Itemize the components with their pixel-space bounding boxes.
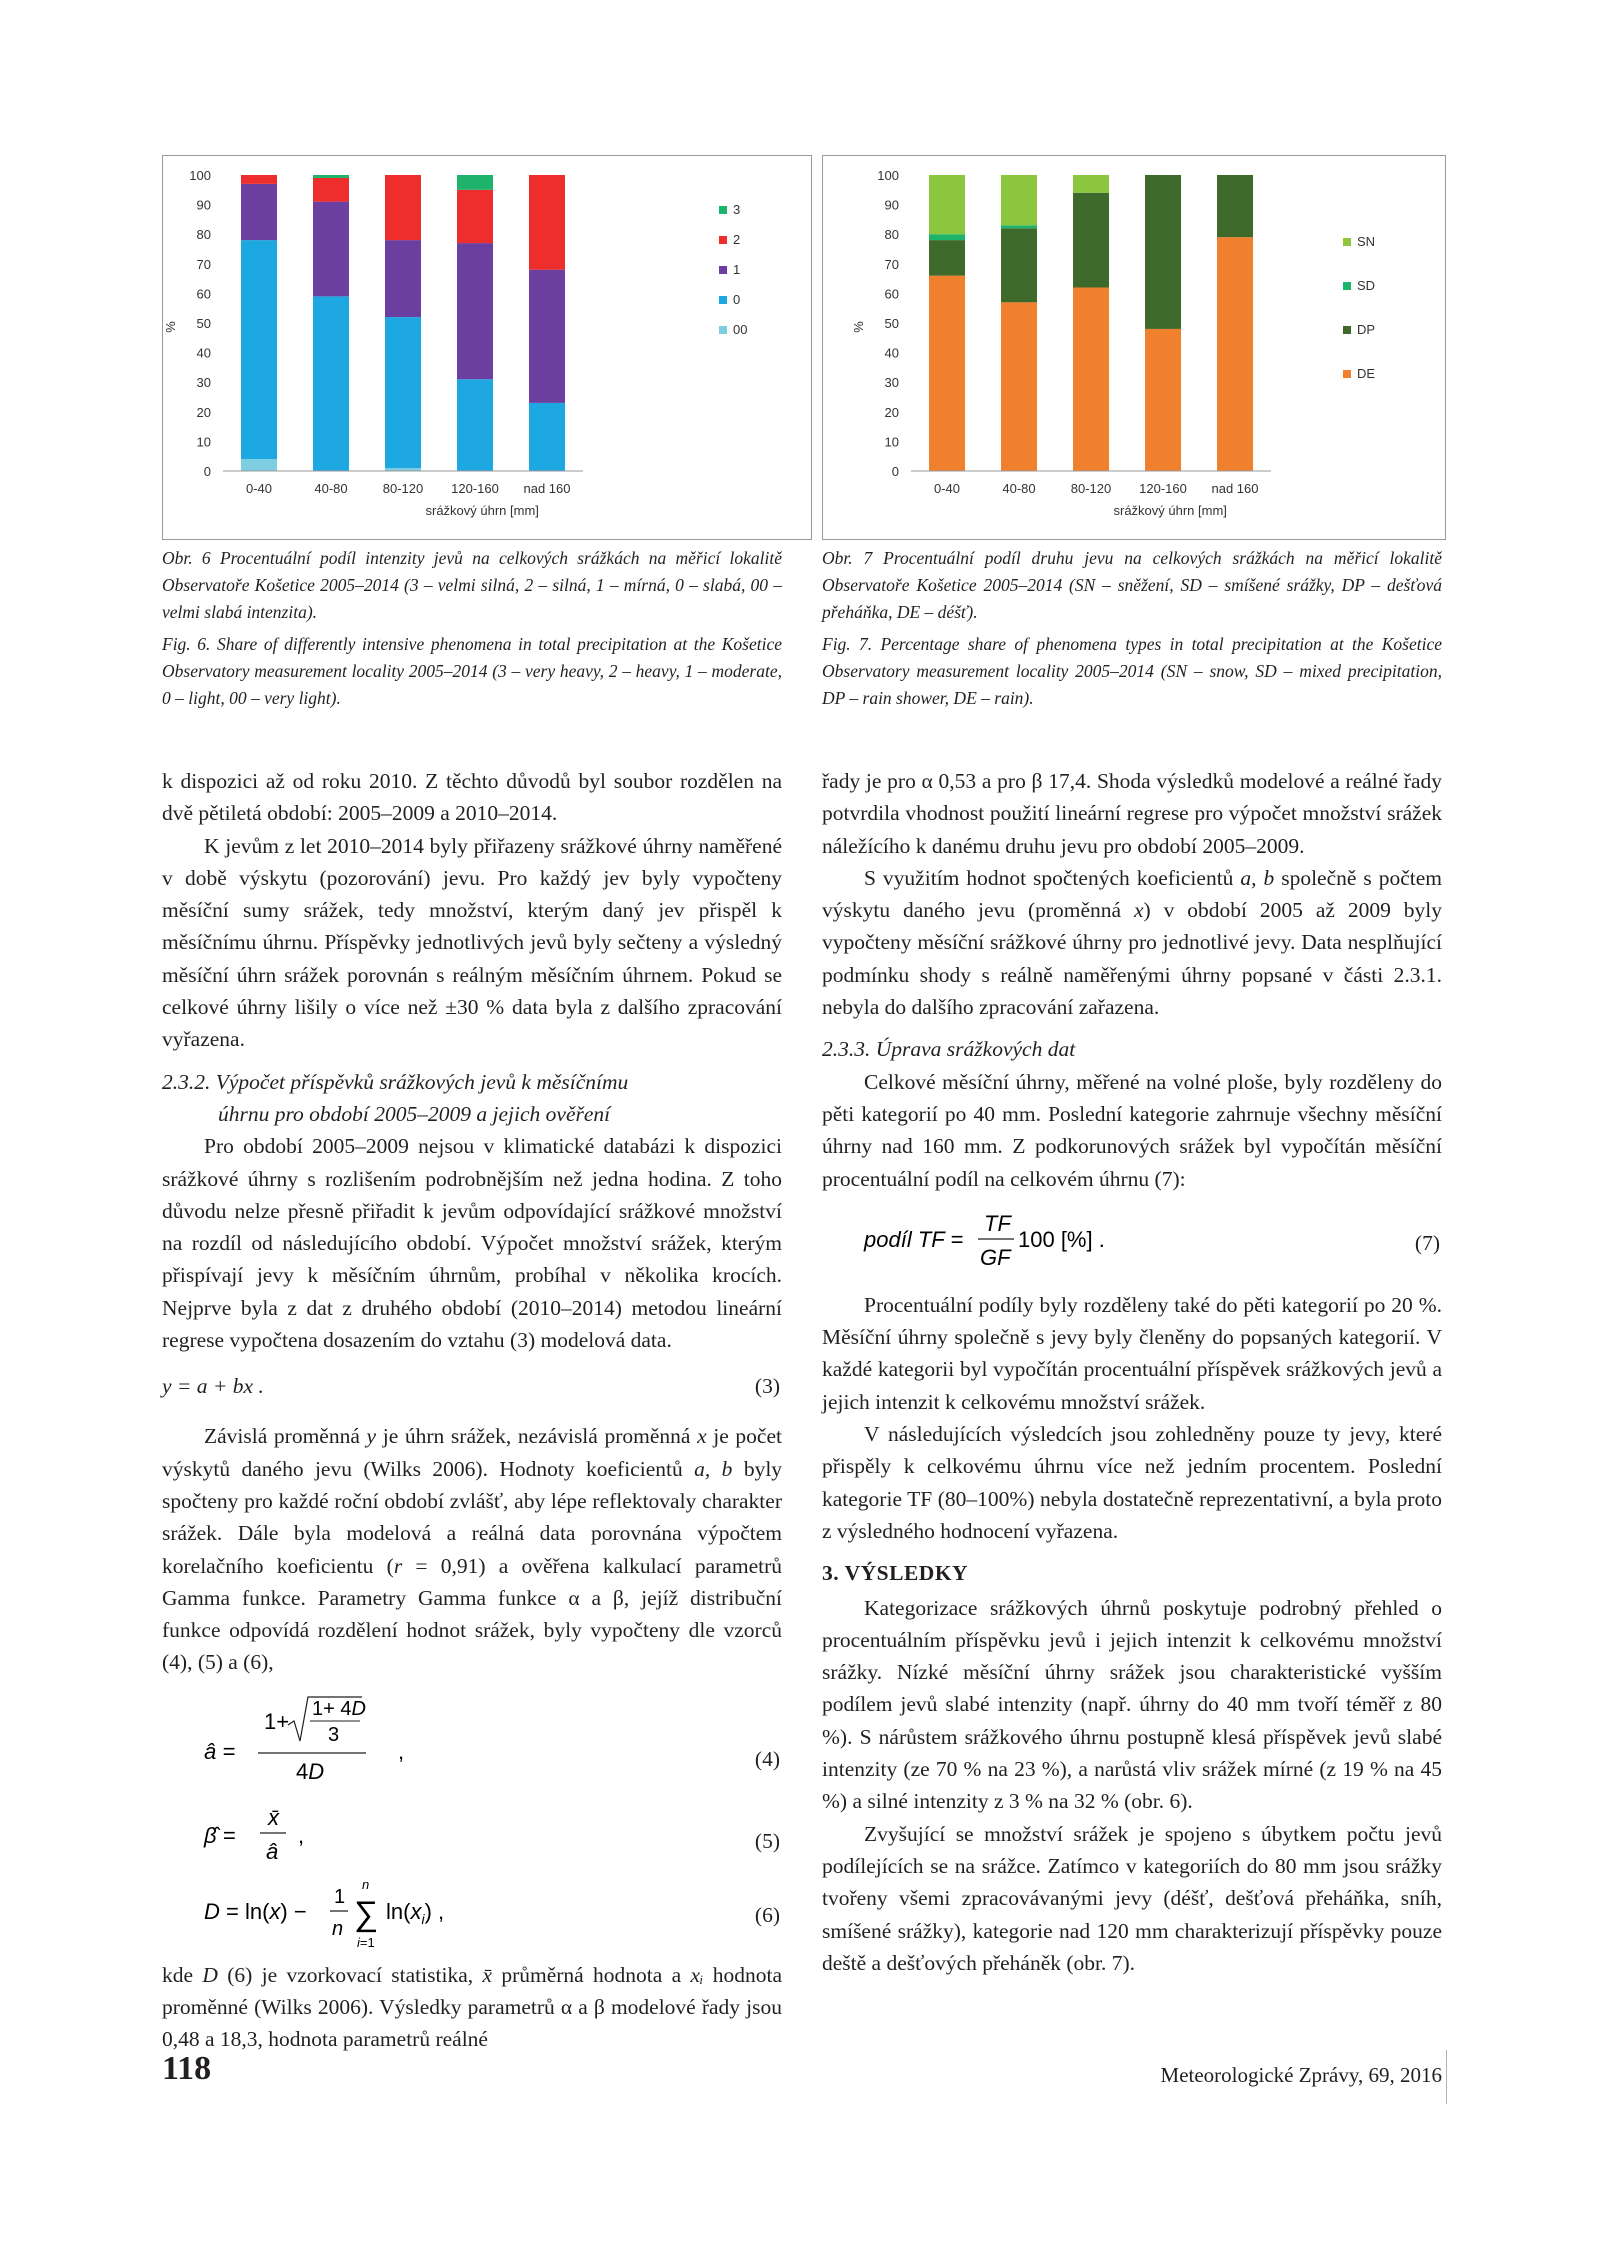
svg-text:x̄: x̄	[268, 1804, 279, 1830]
fig7-xtick-label: nad 160	[1211, 481, 1259, 496]
svg-text:,: ,	[298, 1822, 305, 1848]
fig6-bar-2	[313, 178, 349, 202]
section-heading-2-3-2-line1: 2.3.2. Výpočet příspěvků srážkových jevů k měsíčnímu	[162, 1069, 629, 1094]
equation-3-number: (3)	[754, 1374, 780, 1399]
fig6-ytick-label: 20	[196, 404, 211, 420]
fig6-bar-0	[241, 240, 277, 459]
fig6-legend-swatch	[719, 266, 727, 274]
figure-7-caption	[822, 545, 1442, 717]
right-paragraph-3: Celkové měsíční úhrny, měřené na volné ploše, byly rozděleny do pěti kategorií po 40 mm. Poslední kategorie zahrnuje všechny měsíční úhrny nad 160 mm. Z podkorunových srážek byl vypočítán měsíční procentuální podíl na celkovém úhrnu (7):	[822, 1069, 1442, 1191]
svg-text:4D: 4D	[296, 1758, 325, 1784]
fig7-bar-sn	[929, 175, 965, 234]
fig6-ytick-label: 10	[196, 434, 211, 450]
footer-rule	[1446, 2050, 1447, 2104]
right-paragraph-5: V následujících výsledcích jsou zohledněny pouze ty jevy, které přispěly k celkovému úhrnu více než jedním procentem. Poslední kategorie TF (80–100%) nebyla dostatečně reprezentativní, a byla proto z výsledného hodnocení vyřazena.	[822, 1422, 1442, 1543]
fig7-ytick-label: 40	[884, 345, 899, 361]
svg-text:n: n	[332, 1917, 344, 1940]
equation-5-formula	[202, 1803, 402, 1873]
fig6-legend-swatch	[719, 206, 727, 214]
fig6-bar-0	[313, 296, 349, 471]
fig7-ytick-label: 70	[884, 256, 899, 272]
journal-reference: Meteorologické Zprávy, 69, 2016	[1160, 2063, 1442, 2087]
fig6-bar-2	[457, 190, 493, 243]
section-heading-2-3-2	[162, 1066, 782, 1131]
fig6-bar-1	[241, 184, 277, 240]
svg-text:podíl TF =: podíl TF =	[864, 1226, 964, 1252]
fig6-ytick-label: 50	[196, 316, 211, 331]
fig7-bar-dp	[929, 240, 965, 276]
fig6-ytick-label: 40	[196, 345, 211, 361]
fig7-legend-swatch	[1343, 326, 1351, 334]
left-paragraph-3: Pro období 2005–2009 nejsou v klimatické databázi k dispozici srážkové úhrny s rozlišením podrobnějším než jedna hodina. Z toho důvodu nelze přesně přiřadit k jevům odpovídající srážkové množství na rozdíl od následujícího období. Výpočet množství srážek, kterým přispívají jevy k měsíčním úhrnům, probíhal v několika krocích. Nejprve byla z dat z druhého období (2010–2014) metodou lineární regrese vypočtena dosazením do vztahu (3) modelová data.	[162, 1134, 782, 1353]
fig7-bar-dp	[1073, 193, 1109, 288]
svg-text:3: 3	[328, 1723, 340, 1746]
fig6-xtick-label: 120-160	[451, 481, 499, 496]
fig6-y-axis-label: %	[163, 321, 178, 333]
fig7-xtick-label: 120-160	[1139, 481, 1187, 496]
page-number: 118	[162, 2050, 212, 2087]
fig7-x-axis-label: srážkový úhrn [mm]	[1113, 503, 1227, 518]
fig7-bar-sn	[1073, 175, 1109, 193]
equation-6-number: (6)	[754, 1902, 780, 1927]
fig7-ytick-label: 100	[877, 168, 899, 183]
figure-6-caption-en: Fig. 6. Share of differently intensive phenomena in total precipitation at the Košetice Observatory measurement locality 2005–2014 (3 – very heavy, 2 – heavy, 1 – moderate, 0 – light, 00 – very light).	[162, 634, 782, 708]
fig7-legend-swatch	[1343, 370, 1351, 378]
figure-7-frame	[822, 155, 1446, 540]
svg-text:D = ln(x) −: D = ln(x) −	[204, 1898, 307, 1924]
svg-text:β̂ =: β̂ =	[204, 1822, 236, 1848]
fig6-bar-1	[529, 270, 565, 403]
fig6-bar-2	[241, 175, 277, 184]
right-paragraph-1: řady je pro α 0,53 a pro β 17,4. Shoda výsledků modelové a reálné řady potvrdila vhodnost použití lineární regrese pro výpočet množství srážek náležícího k danému druhu jevu pro období 2005–2009.	[822, 769, 1442, 858]
svg-text:1: 1	[334, 1885, 346, 1908]
fig7-xtick-label: 0-40	[933, 481, 961, 496]
fig6-ytick-label: 70	[196, 256, 211, 272]
left-paragraph-2: K jevům z let 2010–2014 byly přiřazeny srážkové úhrny naměřené v době výskytu (pozorování) jevu. Pro každý jev byly vypočteny měsíční sumy srážek, tedy množství, kterým daný jev přispěl k měsíčnímu úhrnu. Příspěvky jednotlivých jevů byly sečteny a výsledný měsíční úhrn srážek porovnán s reálným měsíčním úhrnem. Pokud se celkové úhrny lišily o více než ±30 % data byla z dalšího zpracování vyřazena.	[162, 833, 782, 1052]
fig6-ytick-label: 90	[196, 197, 211, 213]
fig6-bar-0	[457, 379, 493, 471]
figure-6-caption-cz: Obr. 6 Procentuální podíl intenzity jevů na celkových srážkách na měřicí lokalitě Observatoře Košetice 2005–2014 (3 – velmi silná, 2 – silná, 1 – mírná, 0 – slabá, 00 – velmi slabá intenzita).	[162, 548, 782, 622]
equation-7	[822, 1203, 1442, 1281]
equation-5	[162, 1803, 782, 1873]
fig6-bar-3	[313, 175, 349, 178]
fig6-bar-0	[529, 403, 565, 471]
fig6-legend-label: 3	[733, 202, 741, 217]
svg-text:i=1: i=1	[357, 1934, 375, 1950]
left-paragraph-4: Závislá proměnná y je úhrn srážek, nezávislá proměnná x je počet výskytů daného jevu (Wilks 2006). Hodnoty koeficientů a, b byly spočteny pro každé roční období zvlášť, aby lépe reflektovaly charakter srážek. Dále byla modelová a reálná data porovnána výpočtem korelačního koeficientu (r = 0,91) a ověřena kalkulací parametrů Gamma funkce. Parametry Gamma funkce α a β, jejíž distribuční funkce odpovídá rozdělení hodnot srážek, byly vypočteny dle vzorců (4), (5) a (6),	[162, 1424, 783, 1675]
right-paragraph-7: Zvyšující se množství srážek je spojeno s úbytkem počtu jevů podílejících se na srážce. Zatímco v kategoriích do 80 mm jsou srážky tvořeny všemi zpracovávanými jevy (déšť, dešťová přeháňka, sníh, smíšené srážky), kategorie nad 120 mm charakterizují příspěvky pouze deště a dešťových přeháněk (obr. 7).	[822, 1821, 1442, 1975]
fig7-bar-de	[929, 276, 965, 471]
svg-text:,: ,	[398, 1738, 405, 1764]
fig7-bar-dp	[1145, 175, 1181, 329]
fig7-legend-swatch	[1343, 238, 1351, 246]
figure-7-caption-en: Fig. 7. Percentage share of phenomena types in total precipitation at the Košetice Observatory measurement locality 2005–2014 (SN – snow, SD – mixed precipitation, DP – rain shower, DE – rain).	[822, 634, 1442, 708]
equation-7-formula	[862, 1203, 1202, 1281]
fig7-ytick-label: 80	[884, 227, 899, 243]
fig7-xtick-label: 80-120	[1070, 481, 1112, 496]
right-paragraph-2: S využitím hodnot spočtených koeficientů a, b společně s počtem výskytu daného jevu (proměnná x) v období 2005 až 2009 byly vypočteny měsíční srážkové úhrny pro jednotlivé jevy. Data nesplňující podmínku shody s reálně naměřenými úhrny popsané v části 2.3.1. nebyla do dalšího zpracování zařazena.	[822, 865, 1443, 1020]
fig7-ytick-label: 10	[884, 434, 899, 450]
fig7-bar-de	[1001, 302, 1037, 471]
fig6-legend-label: 2	[733, 232, 741, 247]
equation-3	[162, 1370, 782, 1406]
fig7-bar-de	[1073, 287, 1109, 471]
figure-6-frame	[162, 155, 812, 540]
svg-text:1+: 1+	[264, 1708, 290, 1734]
equation-4	[162, 1693, 782, 1803]
fig6-bar-0	[385, 317, 421, 468]
svg-text:∑: ∑	[354, 1894, 379, 1933]
equation-6-formula	[202, 1873, 542, 1959]
fig6-legend-swatch	[719, 296, 727, 304]
svg-text:â =: â =	[204, 1738, 236, 1764]
fig6-legend-label: 0	[733, 292, 741, 307]
fig6-xtick-label: 0-40	[245, 481, 273, 496]
fig6-legend-swatch	[719, 236, 727, 244]
fig7-ytick-label: 60	[884, 286, 899, 302]
equation-3-body: y = a + bx .	[162, 1374, 264, 1399]
fig6-ytick-label: 100	[189, 168, 211, 183]
fig7-bar-dp	[1217, 175, 1253, 237]
fig6-bar-2	[385, 175, 421, 240]
fig7-bar-dp	[1001, 228, 1037, 302]
fig6-bar-1	[385, 240, 421, 317]
fig6-xtick-label: 80-120	[382, 481, 424, 496]
equation-4-formula	[202, 1693, 502, 1803]
left-paragraph-1: k dispozici až od roku 2010. Z těchto důvodů byl soubor rozdělen na dvě pětiletá období: 2005–2009 a 2010–2014.	[162, 769, 782, 826]
equation-4-number: (4)	[754, 1746, 780, 1771]
fig6-xtick-label: nad 160	[523, 481, 571, 496]
svg-text:100 [%] .: 100 [%] .	[1018, 1226, 1105, 1252]
fig7-ytick-label: 0	[891, 464, 899, 479]
figure-6-caption	[162, 545, 782, 717]
fig6-ytick-label: 60	[196, 286, 211, 302]
fig7-ytick-label: 90	[884, 197, 899, 213]
fig7-legend-swatch	[1343, 282, 1351, 290]
svg-text:â: â	[266, 1838, 279, 1864]
svg-text:ln(xi) ,: $\ln(x_i)$ ,	[386, 1898, 445, 1927]
fig7-bar-sd	[929, 234, 965, 240]
right-paragraph-4: Procentuální podíly byly rozděleny také do pěti kategorií po 20 %. Měsíční úhrny společně s jevy byly členěny do popsaných kategorií. V každé kategorii byl vypočítán procentuální příspěvek srážkových jevů a jejich intenzit k celkovému množství srážek.	[822, 1292, 1442, 1414]
fig7-bar-sd	[1001, 225, 1037, 228]
fig6-bar-1	[457, 243, 493, 379]
fig6-ytick-label: 80	[196, 227, 211, 243]
fig6-ytick-label: 30	[196, 375, 211, 391]
fig7-y-axis-label: %	[851, 321, 866, 333]
fig7-legend-label: DP	[1357, 322, 1376, 337]
right-paragraph-6: Kategorizace srážkových úhrnů poskytuje podrobný přehled o procentuálním příspěvku jevů i jejich intenzit k celkovému množství srážky. Nízké měsíční úhrny srážek jsou charakteristické vyšším podílem jevů slabé intenzity (např. úhrny do 40 mm tvoří téměř z 80 %). S nárůstem srážkového úhrnu postupně klesá příspěvek jevů slabé intenzity (ze 70 % na 23 %), a narůstá vliv srážek mírné (z 19 % na 45 %) a silné intenzity z 3 % na 32 % (obr. 6).	[822, 1595, 1442, 1814]
left-column	[162, 765, 782, 2056]
fig7-ytick-label: 20	[884, 404, 899, 420]
fig6-legend-label: 00	[733, 322, 748, 337]
svg-text:GF: GF	[980, 1244, 1011, 1270]
fig6-x-axis-label: srážkový úhrn [mm]	[425, 503, 539, 518]
fig6-bar-00	[241, 459, 277, 471]
fig7-legend-label: SD	[1357, 278, 1376, 293]
equation-5-number: (5)	[754, 1828, 780, 1853]
fig7-bar-de	[1217, 237, 1253, 471]
figure-6-chart	[163, 156, 811, 539]
fig7-legend-label: DE	[1357, 366, 1376, 381]
svg-text:n: n	[362, 1876, 370, 1892]
fig6-xtick-label: 40-80	[314, 481, 348, 496]
fig7-xtick-label: 40-80	[1002, 481, 1036, 496]
fig6-bar-3	[457, 175, 493, 190]
fig7-legend-label: SN	[1357, 234, 1376, 249]
fig6-legend-label: 1	[733, 262, 741, 277]
figure-7-caption-cz: Obr. 7 Procentuální podíl druhu jevu na celkových srážkách na měřicí lokalitě Observatoře Košetice 2005–2014 (SN – sněžení, SD – smíšené srážky, DP – dešťová přeháňka, DE – déšť).	[822, 548, 1442, 622]
equation-7-number: (7)	[1414, 1230, 1440, 1255]
fig7-ytick-label: 30	[884, 375, 899, 391]
section-heading-3: 3. VÝSLEDKY	[822, 1561, 969, 1586]
fig6-bar-2	[529, 175, 565, 270]
fig7-bar-sn	[1001, 175, 1037, 225]
fig6-bar-1	[313, 202, 349, 297]
svg-text:TF: TF	[984, 1210, 1011, 1236]
left-paragraph-5: kde D (6) je vzorkovací statistika, x̄ průměrná hodnota a xᵢ hodnota proměnné (Wilks 2006). Výsledky parametrů α a β modelové řady jsou 0,48 a 18,3, hodnota parametrů reálné	[162, 1962, 783, 2052]
svg-text:1+ 4D: 1+ 4D	[312, 1697, 366, 1720]
fig6-legend-swatch	[719, 326, 727, 334]
right-column	[822, 765, 1442, 1979]
fig7-ytick-label: 50	[884, 316, 899, 331]
section-heading-2-3-2-line2: úhrnu pro období 2005–2009 a jejich ověření	[218, 1101, 611, 1126]
figure-7-chart	[823, 156, 1445, 539]
equation-6	[162, 1873, 782, 1959]
fig6-ytick-label: 0	[203, 464, 211, 479]
fig7-bar-de	[1145, 329, 1181, 471]
section-heading-2-3-3: 2.3.3. Úprava srážkových dat	[822, 1037, 1076, 1062]
